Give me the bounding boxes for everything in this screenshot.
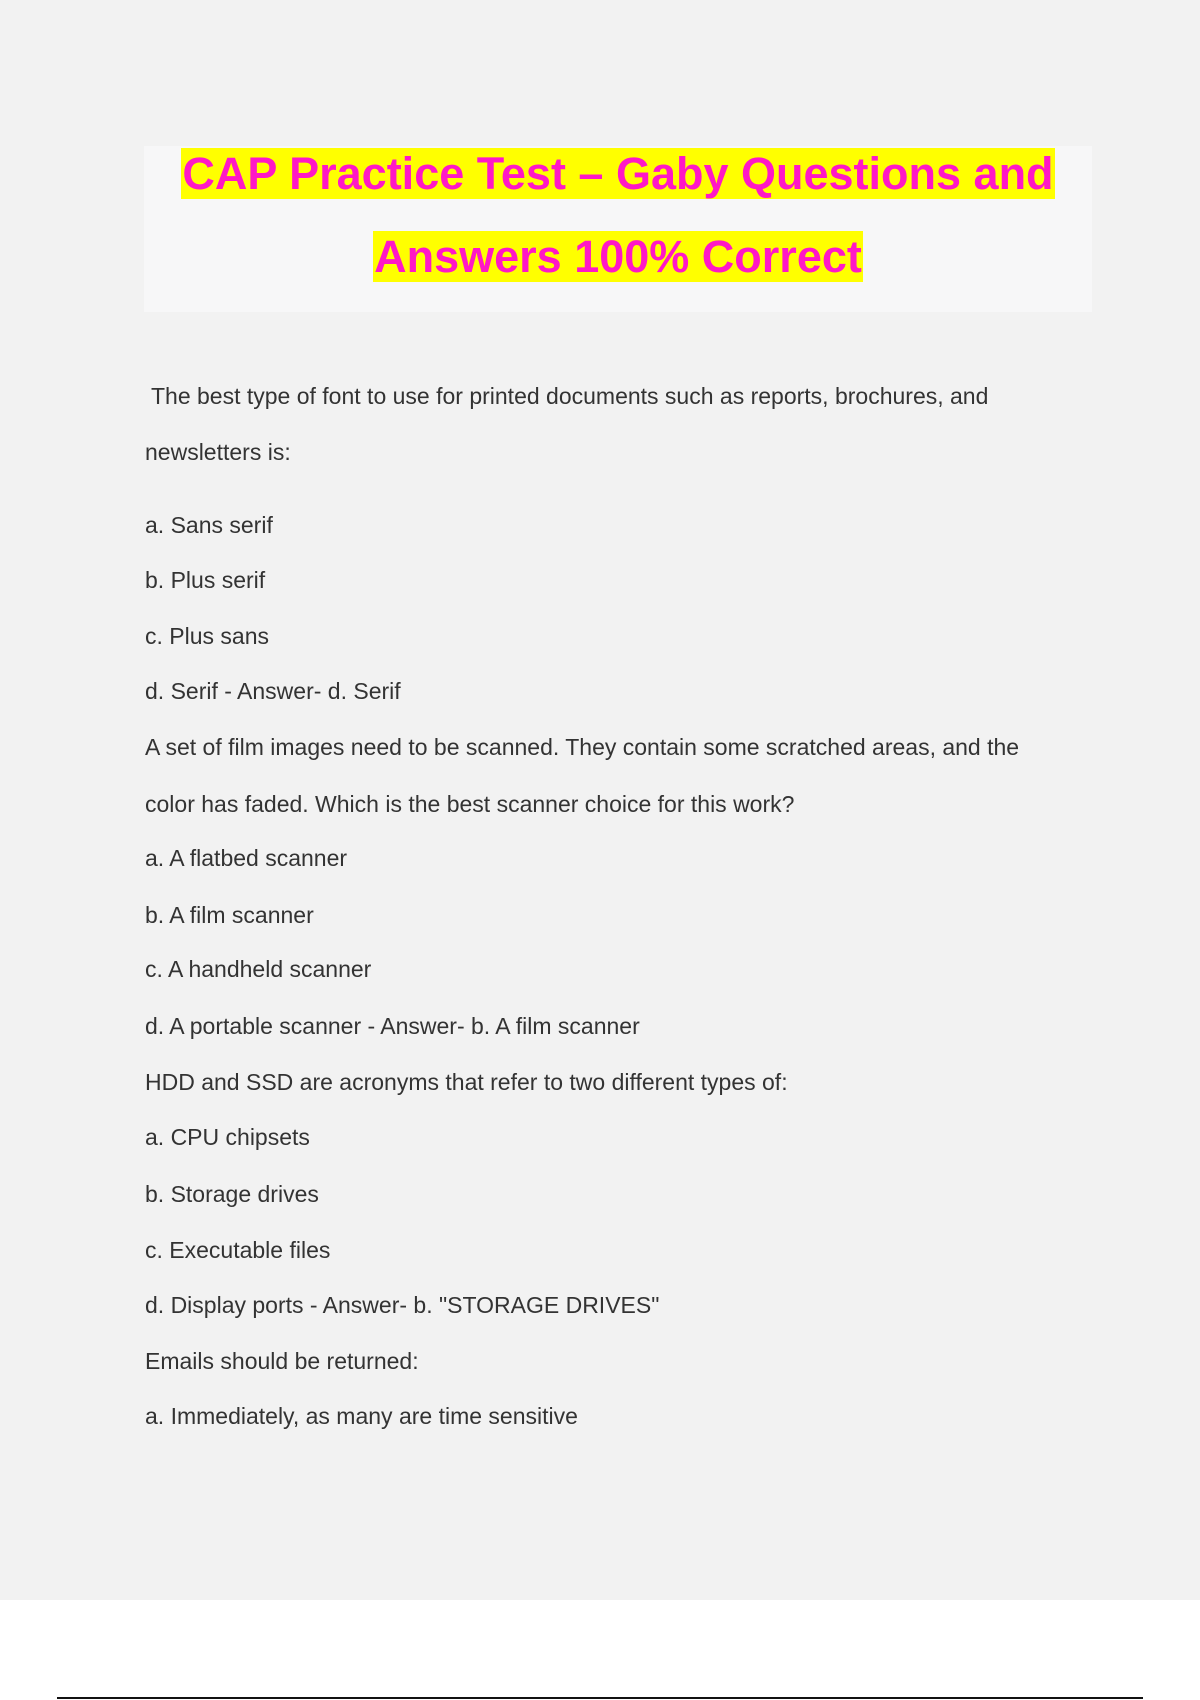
question-1-option-c: c. Plus sans bbox=[145, 623, 269, 649]
question-4-text: Emails should be returned: bbox=[145, 1348, 419, 1374]
question-1-text-line-2: newsletters is: bbox=[145, 439, 291, 465]
question-2-text-line-1: A set of film images need to be scanned. They contain some scratched areas, and the bbox=[145, 734, 1020, 760]
question-1-option-a: a. Sans serif bbox=[145, 512, 273, 538]
question-2-option-d-answer: d. A portable scanner - Answer- b. A film scanner bbox=[145, 1013, 640, 1039]
title-line-2 bbox=[144, 231, 1092, 283]
question-3-option-a: a. CPU chipsets bbox=[145, 1124, 310, 1150]
question-1-option-b: b. Plus serif bbox=[145, 567, 266, 593]
question-3-option-d-answer: d. Display ports - Answer- b. "STORAGE DRIVES" bbox=[145, 1292, 660, 1318]
footer-rule bbox=[57, 1697, 1143, 1699]
question-4-option-a: a. Immediately, as many are time sensitive bbox=[145, 1403, 578, 1429]
question-2-option-a: a. A flatbed scanner bbox=[145, 845, 348, 871]
question-3-option-c: c. Executable files bbox=[145, 1237, 331, 1263]
question-3-option-b: b. Storage drives bbox=[145, 1181, 319, 1207]
question-2-option-b: b. A film scanner bbox=[145, 902, 314, 928]
title-line-1 bbox=[144, 148, 1092, 200]
title-text-1: CAP Practice Test – Gaby Questions and bbox=[182, 148, 1054, 199]
title-block bbox=[144, 146, 1092, 312]
question-1-text-line-1: The best type of font to use for printed documents such as reports, brochures, and bbox=[145, 383, 989, 409]
question-1-option-d-answer: d. Serif - Answer- d. Serif bbox=[145, 678, 401, 704]
question-2-option-c: c. A handheld scanner bbox=[145, 956, 372, 982]
title-text-2: Answers 100% Correct bbox=[374, 231, 862, 282]
question-3-text: HDD and SSD are acronyms that refer to two different types of: bbox=[145, 1069, 788, 1095]
question-2-text-line-2: color has faded. Which is the best scanner choice for this work? bbox=[145, 791, 795, 817]
